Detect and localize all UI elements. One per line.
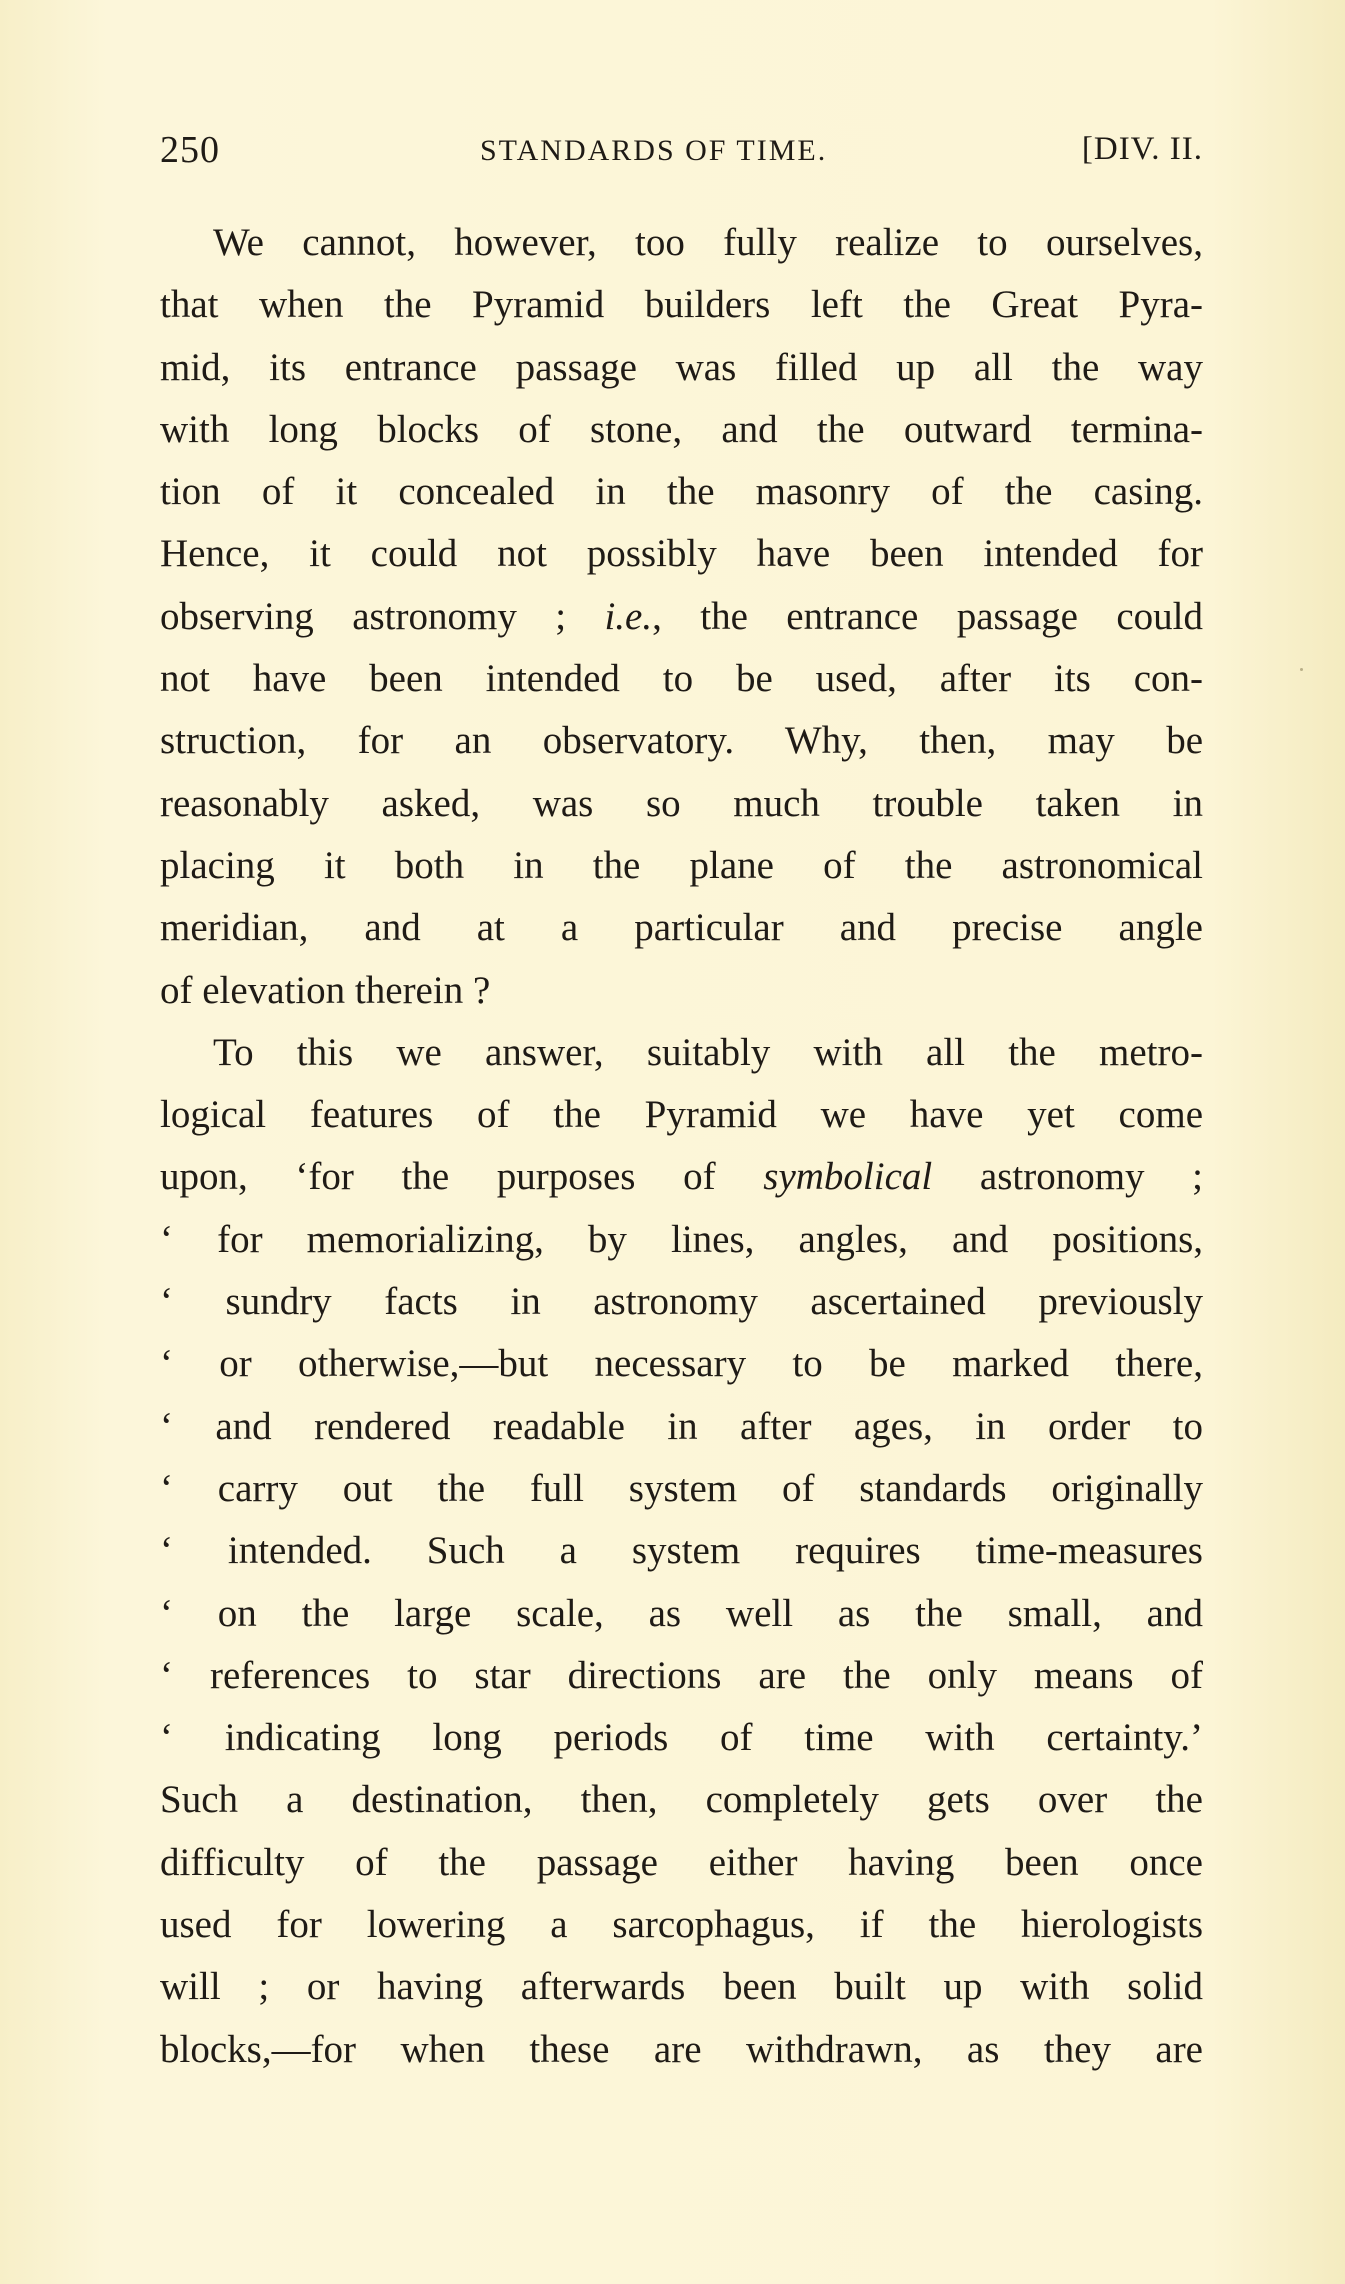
text-line: not have been intended to be used, after its con-: [160, 657, 1203, 701]
running-title: STANDARDS OF TIME.: [480, 134, 828, 167]
italic-abbreviation: i.e.: [604, 594, 653, 638]
text-line: Such a destination, then, completely gets over the: [160, 1778, 1203, 1822]
text-line: [160, 1146, 1203, 1208]
text-line: ‘ on the large scale, as well as the small, and: [160, 1591, 1203, 1635]
text-line: [160, 586, 1203, 648]
page-number: 250: [160, 129, 220, 171]
text-line: ‘ and rendered readable in after ages, in order to: [160, 1404, 1203, 1448]
text-line: To this we answer, suitably with all the metro-: [213, 1030, 1203, 1074]
text-segment: astronomy ;: [979, 1155, 1204, 1199]
paper-speck: [1300, 668, 1303, 671]
text-line: will ; or having afterwards been built up with solid: [160, 1965, 1203, 2009]
body-text: [160, 212, 1203, 2081]
text-line: ‘ sundry facts in astronomy ascertained previously: [160, 1280, 1203, 1324]
text-line: used for lowering a sarcophagus, if the hierologists: [160, 1903, 1203, 1947]
text-line: of elevation therein ?: [160, 968, 491, 1012]
text-line: ‘ indicating long periods of time with certainty.’: [160, 1716, 1203, 1760]
text-line: blocks,—for when these are withdrawn, as they are: [160, 2027, 1203, 2071]
italic-word: symbolical: [763, 1155, 933, 1199]
text-line: logical features of the Pyramid we have yet come: [160, 1093, 1203, 1137]
text-segment: upon, ‘for the purposes of: [160, 1155, 716, 1199]
text-line: ‘ intended. Such a system requires time-measures: [160, 1529, 1203, 1573]
text-line: tion of it concealed in the masonry of the casing.: [160, 470, 1203, 514]
text-segment: observing astronomy ;: [160, 594, 567, 638]
text-line: mid, its entrance passage was filled up all the way: [160, 345, 1203, 389]
text-line: difficulty of the passage either having been once: [160, 1840, 1203, 1884]
text-line: Hence, it could not possibly have been intended for: [160, 532, 1203, 576]
text-line: meridian, and at a particular and precise angle: [160, 906, 1203, 950]
text-line: struction, for an observatory. Why, then, may be: [160, 719, 1203, 763]
division-label: [DIV. II.: [1081, 131, 1203, 167]
text-line: placing it both in the plane of the astronomical: [160, 843, 1203, 887]
page-header: [160, 128, 1203, 184]
text-segment: , the entrance passage could: [652, 594, 1204, 638]
text-line: ‘ for memorializing, by lines, angles, and positions,: [160, 1217, 1203, 1261]
text-line: reasonably asked, was so much trouble taken in: [160, 781, 1203, 825]
text-line: with long blocks of stone, and the outward termina-: [160, 407, 1203, 451]
text-line: ‘ carry out the full system of standards originally: [160, 1466, 1203, 1510]
text-line: that when the Pyramid builders left the Great Pyra-: [160, 283, 1203, 327]
text-line: We cannot, however, too fully realize to ourselves,: [213, 221, 1203, 264]
text-line: ‘ or otherwise,—but necessary to be marked there,: [160, 1342, 1203, 1386]
text-line: ‘ references to star directions are the only means of: [160, 1653, 1203, 1697]
